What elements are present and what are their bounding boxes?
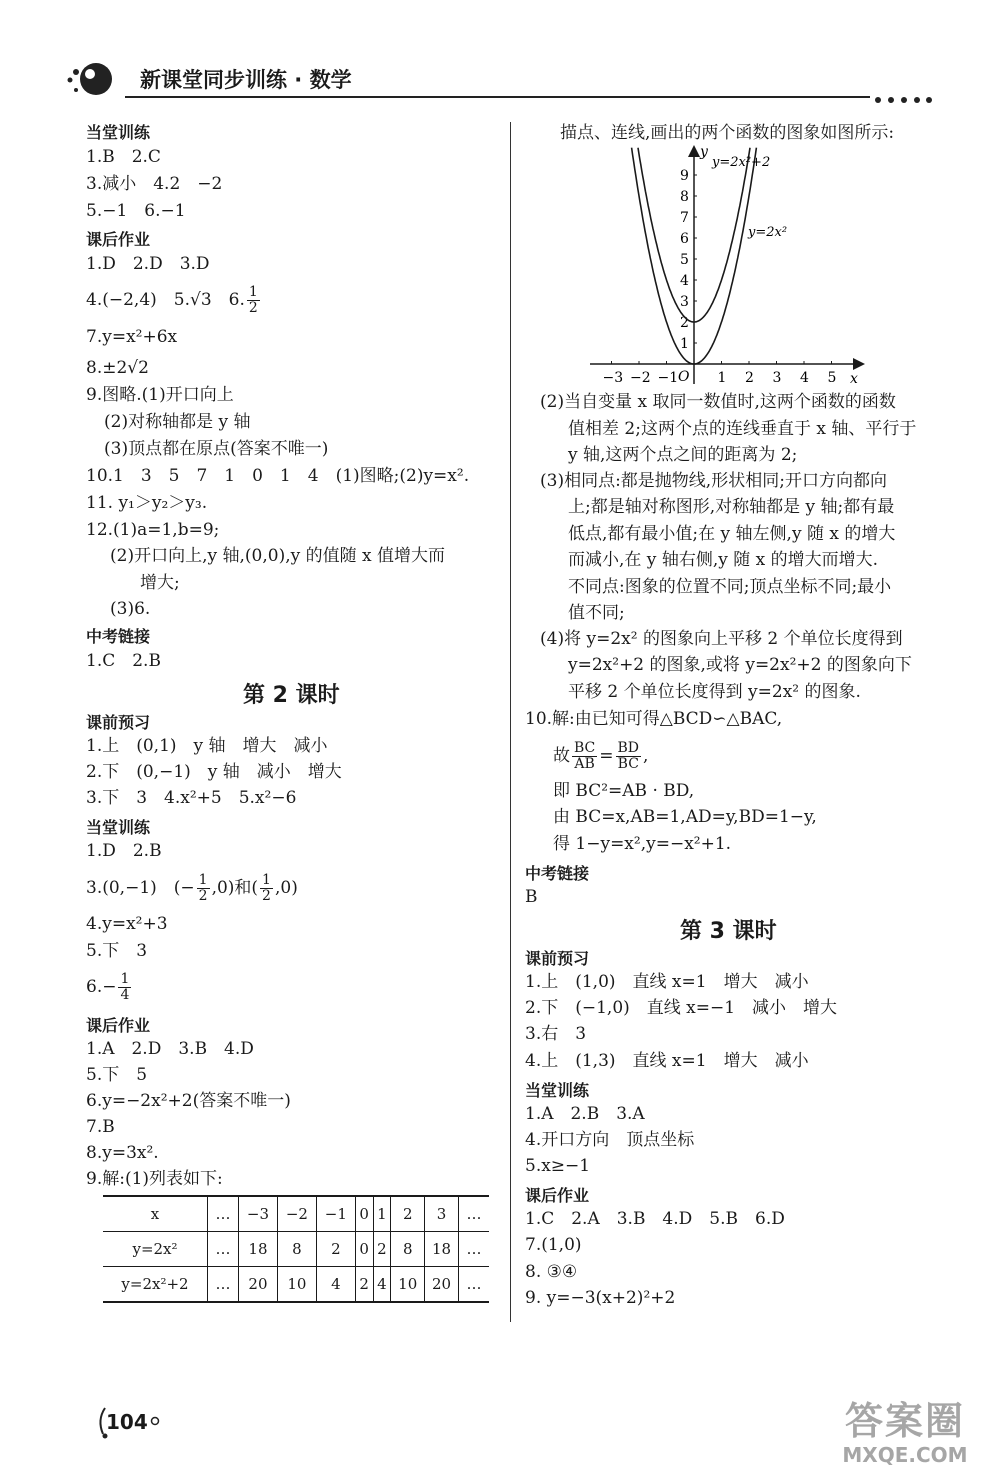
left-line: 4.(−2,4) 5.√3 6. $\frac{1}{2}$ bbox=[86, 284, 258, 316]
x-tick-label: 5 bbox=[827, 370, 837, 386]
y-tick-label: 4 bbox=[680, 273, 689, 289]
right-line: 10.解:由已知可得△BCD∽△BAC, bbox=[525, 709, 783, 729]
left-line: (3)6. bbox=[110, 599, 151, 619]
table-cell: 2 bbox=[355, 1267, 373, 1303]
table-cell: 2 bbox=[373, 1232, 391, 1267]
table-cell: … bbox=[459, 1196, 490, 1232]
table-cell: −1 bbox=[316, 1196, 355, 1232]
section-title-3: 第 3 课时 bbox=[680, 919, 777, 944]
table-cell: 2 bbox=[391, 1196, 425, 1232]
right-line: 故 $\frac{BC}{AB}$ = $\frac{BD}{BC}$ , bbox=[553, 740, 649, 772]
column-divider bbox=[510, 122, 511, 1322]
table-cell: … bbox=[208, 1232, 239, 1267]
origin-label: O bbox=[678, 369, 690, 385]
left-line: 9.图略.(1)开口向上 bbox=[86, 385, 234, 405]
section-title-2: 第 2 课时 bbox=[243, 683, 340, 708]
y-tick-label: 3 bbox=[680, 294, 689, 310]
fraction: $\frac{1}{2}$ bbox=[198, 872, 208, 904]
table-cell: … bbox=[208, 1267, 239, 1303]
table-cell: … bbox=[459, 1232, 490, 1267]
y-axis-label: y bbox=[700, 144, 708, 160]
header-logo bbox=[62, 58, 122, 100]
curve1-label: y=2x²+2 bbox=[712, 155, 771, 170]
right-line: 值不同; bbox=[568, 603, 625, 623]
left-line: 1.B 2.C bbox=[86, 147, 161, 167]
left-line: 6.− $\frac{1}{4}$ bbox=[86, 971, 130, 1003]
right-line: 低点,都有最小值;在 y 轴左侧,y 随 x 的增大 bbox=[568, 524, 896, 544]
table-cell: 2 bbox=[316, 1232, 355, 1267]
right-line: (3)相同点:都是抛物线,形状相同;开口方向都向 bbox=[540, 471, 887, 491]
x-tick-label: 3 bbox=[772, 370, 782, 386]
left-heading-5: 当堂训练 bbox=[86, 818, 151, 837]
left-line: 1.D 2.B bbox=[86, 841, 162, 861]
left-line: 5.下 5 bbox=[86, 1065, 148, 1085]
table-cell: −3 bbox=[239, 1196, 278, 1232]
left-line: 4.y=x²+3 bbox=[86, 914, 168, 934]
value-table bbox=[103, 1195, 489, 1303]
table-row bbox=[103, 1232, 489, 1267]
left-line: 7.y=x²+6x bbox=[86, 327, 178, 347]
table-cell: 20 bbox=[239, 1267, 278, 1303]
table-cell: −2 bbox=[277, 1196, 316, 1232]
left-heading-2: 课后作业 bbox=[86, 230, 151, 249]
table-cell: 3 bbox=[425, 1196, 459, 1232]
y-tick-label: 1 bbox=[680, 336, 689, 352]
right-line: 1.上 (1,0) 直线 x=1 增大 减小 bbox=[525, 972, 809, 992]
table-cell: 8 bbox=[391, 1232, 425, 1267]
right-line: 不同点:图象的位置不同;顶点坐标不同;最小 bbox=[568, 577, 892, 597]
y-tick-label: 6 bbox=[680, 231, 689, 247]
right-line: 4.上 (1,3) 直线 x=1 增大 减小 bbox=[525, 1051, 809, 1071]
table-cell: 0 bbox=[355, 1232, 373, 1267]
table-cell: 10 bbox=[391, 1267, 425, 1303]
fraction: $\frac{1}{2}$ bbox=[248, 284, 258, 316]
right-line: 2.下 (−1,0) 直线 x=−1 减小 增大 bbox=[525, 998, 838, 1018]
table-row bbox=[103, 1267, 489, 1303]
left-heading-4: 课前预习 bbox=[86, 713, 151, 732]
table-cell: y=2x² bbox=[103, 1232, 208, 1267]
right-line: 4.开口方向 顶点坐标 bbox=[525, 1130, 695, 1150]
table-cell: 20 bbox=[425, 1267, 459, 1303]
header-rule bbox=[125, 96, 870, 98]
left-line: 11. y₁＞y₂＞y₃. bbox=[86, 493, 208, 513]
left-line: 5.−1 6.−1 bbox=[86, 201, 186, 221]
header-dots bbox=[872, 91, 932, 103]
x-tick-label: 2 bbox=[745, 370, 754, 386]
right-heading-1: 中考链接 bbox=[525, 864, 590, 883]
right-line: 描点、连线,画出的两个函数的图象如图所示: bbox=[560, 123, 895, 143]
left-line: 3.减小 4.2 −2 bbox=[86, 174, 223, 194]
left-line: 增大; bbox=[140, 573, 180, 593]
right-line: y 轴,这两个点之间的距离为 2; bbox=[568, 445, 798, 465]
right-line: 平移 2 个单位长度得到 y=2x² 的图象. bbox=[568, 682, 861, 702]
right-line: 8. ③④ bbox=[525, 1262, 578, 1282]
left-line: 10.1 3 5 7 1 0 1 4 (1)图略;(2)y=x². bbox=[86, 466, 470, 486]
parabola-graph bbox=[580, 140, 880, 400]
x-tick-label: −2 bbox=[630, 370, 651, 386]
table-cell: … bbox=[459, 1267, 490, 1303]
right-line: 即 BC²=AB · BD, bbox=[553, 781, 695, 801]
left-line: 12.(1)a=1,b=9; bbox=[86, 520, 220, 540]
left-line: 5.下 3 bbox=[86, 941, 148, 961]
left-line: (3)顶点都在原点(答案不唯一) bbox=[104, 439, 329, 459]
right-line: 3.右 3 bbox=[525, 1024, 587, 1044]
table-cell: … bbox=[208, 1196, 239, 1232]
table-cell: 0 bbox=[355, 1196, 373, 1232]
table-cell: 18 bbox=[425, 1232, 459, 1267]
right-line: 得 1−y=x²,y=−x²+1. bbox=[553, 834, 732, 854]
right-line: B bbox=[525, 887, 538, 907]
right-line: 5.x≥−1 bbox=[525, 1156, 591, 1176]
table-cell: y=2x²+2 bbox=[103, 1267, 208, 1303]
right-line: 1.C 2.A 3.B 4.D 5.B 6.D bbox=[525, 1209, 785, 1229]
table-cell: 10 bbox=[277, 1267, 316, 1303]
right-line: 值相差 2;这两个点的连线垂直于 x 轴、平行于 bbox=[568, 419, 917, 439]
left-line: (2)开口向上,y 轴,(0,0),y 的值随 x 值增大而 bbox=[110, 546, 446, 566]
left-heading-1: 当堂训练 bbox=[86, 123, 151, 142]
left-line: 8.y=3x². bbox=[86, 1143, 159, 1163]
x-tick-label: −1 bbox=[657, 370, 679, 386]
table-cell: x bbox=[103, 1196, 208, 1232]
right-line: 1.A 2.B 3.A bbox=[525, 1104, 645, 1124]
left-line: 1.A 2.D 3.B 4.D bbox=[86, 1039, 254, 1059]
right-line: y=2x²+2 的图象,或将 y=2x²+2 的图象向下 bbox=[568, 655, 912, 675]
table-cell: 4 bbox=[373, 1267, 391, 1303]
left-line: 1.上 (0,1) y 轴 增大 减小 bbox=[86, 736, 328, 756]
left-line: 7.B bbox=[86, 1117, 115, 1137]
right-line: 由 BC=x,AB=1,AD=y,BD=1−y, bbox=[553, 807, 817, 827]
left-line: 6.y=−2x²+2(答案不唯一) bbox=[86, 1091, 291, 1111]
table-cell: 4 bbox=[316, 1267, 355, 1303]
right-line: 9. y=−3(x+2)²+2 bbox=[525, 1288, 676, 1308]
right-line: 上;都是轴对称图形,对称轴都是 y 轴;都有最 bbox=[568, 497, 895, 517]
x-tick-label: −3 bbox=[602, 370, 624, 386]
left-line: 3.(0,−1) (− $\frac{1}{2}$ ,0)和( $\frac{1}{2}$ ,0) bbox=[86, 872, 298, 904]
x-tick-label: 4 bbox=[800, 370, 809, 386]
left-heading-6: 课后作业 bbox=[86, 1016, 151, 1035]
right-heading-4: 课后作业 bbox=[525, 1186, 590, 1205]
left-line: (2)对称轴都是 y 轴 bbox=[104, 412, 251, 432]
fraction: $\frac{1}{2}$ bbox=[262, 872, 271, 904]
fraction: $\frac{1}{4}$ bbox=[120, 971, 130, 1003]
y-tick-label: 5 bbox=[680, 252, 689, 268]
header-title: 新课堂同步训练 · 数学 bbox=[140, 68, 352, 92]
x-tick-label: 1 bbox=[717, 370, 727, 386]
table-row bbox=[103, 1196, 489, 1232]
y-tick-label: 9 bbox=[680, 168, 689, 184]
y-tick-label: 8 bbox=[680, 189, 689, 205]
left-line: 1.D 2.D 3.D bbox=[86, 254, 210, 274]
page-number: 104 bbox=[95, 1402, 165, 1442]
table-cell: 18 bbox=[239, 1232, 278, 1267]
y-tick-label: 7 bbox=[680, 210, 689, 226]
left-line: 3.下 3 4.x²+5 5.x²−6 bbox=[86, 788, 297, 808]
left-line: 2.下 (0,−1) y 轴 减小 增大 bbox=[86, 762, 342, 782]
table-cell: 8 bbox=[277, 1232, 316, 1267]
right-heading-2: 课前预习 bbox=[525, 949, 590, 968]
fraction: $\frac{BD}{BC}$ bbox=[617, 740, 640, 772]
left-line: 1.C 2.B bbox=[86, 651, 161, 671]
x-axis-label: x bbox=[850, 371, 858, 387]
right-line: (2)当自变量 x 取同一数值时,这两个函数的函数 bbox=[540, 392, 896, 412]
right-line: (4)将 y=2x² 的图象向上平移 2 个单位长度得到 bbox=[540, 629, 903, 649]
right-heading-3: 当堂训练 bbox=[525, 1081, 590, 1100]
left-heading-3: 中考链接 bbox=[86, 627, 151, 646]
curve2-label: y=2x² bbox=[748, 225, 788, 240]
y-tick-label: 2 bbox=[680, 315, 689, 331]
left-line: 8.±2√2 bbox=[86, 358, 149, 378]
right-line: 而减小,在 y 轴右侧,y 随 x 的增大而增大. bbox=[568, 550, 879, 570]
left-line: 9.解:(1)列表如下: bbox=[86, 1169, 223, 1189]
watermark-logo: 答案圈 MXQE.COM bbox=[842, 1399, 968, 1467]
table-cell: 1 bbox=[373, 1196, 391, 1232]
fraction: $\frac{BC}{AB}$ bbox=[574, 740, 596, 772]
right-line: 7.(1,0) bbox=[525, 1235, 582, 1255]
